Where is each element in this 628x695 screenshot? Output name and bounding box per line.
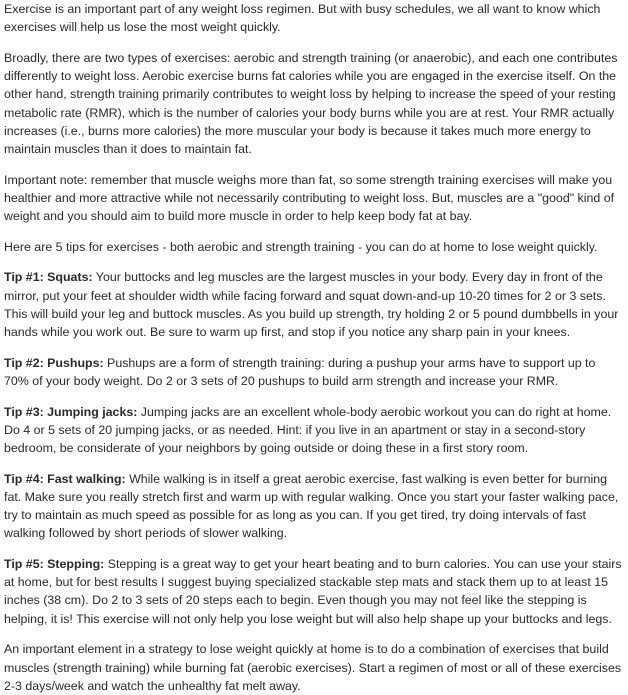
intro-paragraph-1: Exercise is an important part of any weight loss regimen. But with busy schedules, we all want to know which exercises will help us lose the most weight quickly.: [4, 2, 601, 35]
conclusion-paragraph: An important element in a strategy to lose weight quickly at home is to do a combination of exercises that build muscles (strength training) while burning fat (aerobic exercises). Start a regimen of most or all of these exercises 2-3 days/week and watch the unhealthy fat melt away.: [4, 642, 622, 693]
tips-intro-paragraph: Here are 5 tips for exercises - both aerobic and strength training - you can do at home to lose weight quickly.: [4, 239, 598, 254]
tip-3-title: Tip #3: Jumping jacks:: [4, 404, 138, 419]
tip-5-text: Stepping is a great way to get your heart beating and to burn calories. You can use your stairs at home, but for best results I suggest buying specialized stackable step mats and stack them up to at least 15 inches (38 cm). Do 2 to 3 sets of 20 steps each to begin. Even though you may not feel like the stepping is helping, it is! This exercise will not only help you lose weight but will also help shape up your buttocks and legs.: [4, 557, 622, 626]
tip-2-text: Pushups are a form of strength training: during a pushup your arms have to support up to 70% of your body weight. Do 2 or 3 sets of 20 pushups to build arm strength and increase your RMR.: [4, 355, 596, 388]
important-note-paragraph: Important note: remember that muscle weighs more than fat, so some strength training exercises will make you healthier and more attractive while not necessarily contributing to weight loss. But, muscles are a "good" kind of weight and you should aim to build more muscle in order to help keep body fat at bay.: [4, 172, 615, 224]
tip-2-title: Tip #2: Pushups:: [4, 355, 104, 370]
intro-paragraph-2: Broadly, there are two types of exercises: aerobic and strength training (or anaerobic), and each one contributes differently to weight loss. Aerobic exercise burns fat calories while you are engaged in the exercise itself. On the other hand, strength training primarily contributes to weight loss by helping to increase the speed of your resting metabolic rate (RMR), which is the number of calories your body burns while you are at rest. Your RMR actually increases (i.e., burns more calories) the more muscular your body is because it takes much more energy to maintain muscles than it does to maintain fat.: [4, 50, 618, 156]
tip-2-paragraph: [4, 354, 622, 390]
tip-4-paragraph: [4, 470, 622, 543]
tip-1-paragraph: [4, 268, 622, 341]
tip-5-title: Tip #5: Stepping:: [4, 557, 105, 572]
tip-4-title: Tip #4: Fast walking:: [4, 471, 126, 486]
tip-3-text: Jumping jacks are an excellent whole-body aerobic workout you can do right at home. Do 4 or 5 sets of 20 jumping jacks, or as needed. Hint: if you live in an apartment or stay in a second-story bedroom, be considerate of your neighbors by going outside or doing these in a first story room.: [4, 404, 612, 456]
tip-4-text: While walking is in itself a great aerobic exercise, fast walking is even better for burning fat. Make sure you really stretch first and warm up with regular walking. Once you start your faster walking pace, try to maintain as much speed as possible for as long as you can. If you get tired, try doing intervals of fast walking followed by short periods of slower walking.: [4, 471, 619, 541]
tip-3-paragraph: [4, 403, 622, 458]
tip-1-title: Tip #1: Squats:: [4, 270, 93, 285]
tip-5-paragraph: [4, 555, 622, 628]
tip-1-text: Your buttocks and leg muscles are the largest muscles in your body. Every day in front of the mirror, put your feet at shoulder width while facing forward and squat down-and-up 10-20 times for 2 or 3 sets. This will build your leg and buttock muscles. As you build up strength, try holding 2 or 5 pound dumbbells in your hands while you work out. Be sure to warm up first, and stop if you notice any sharp pain in your knees.: [4, 270, 619, 340]
